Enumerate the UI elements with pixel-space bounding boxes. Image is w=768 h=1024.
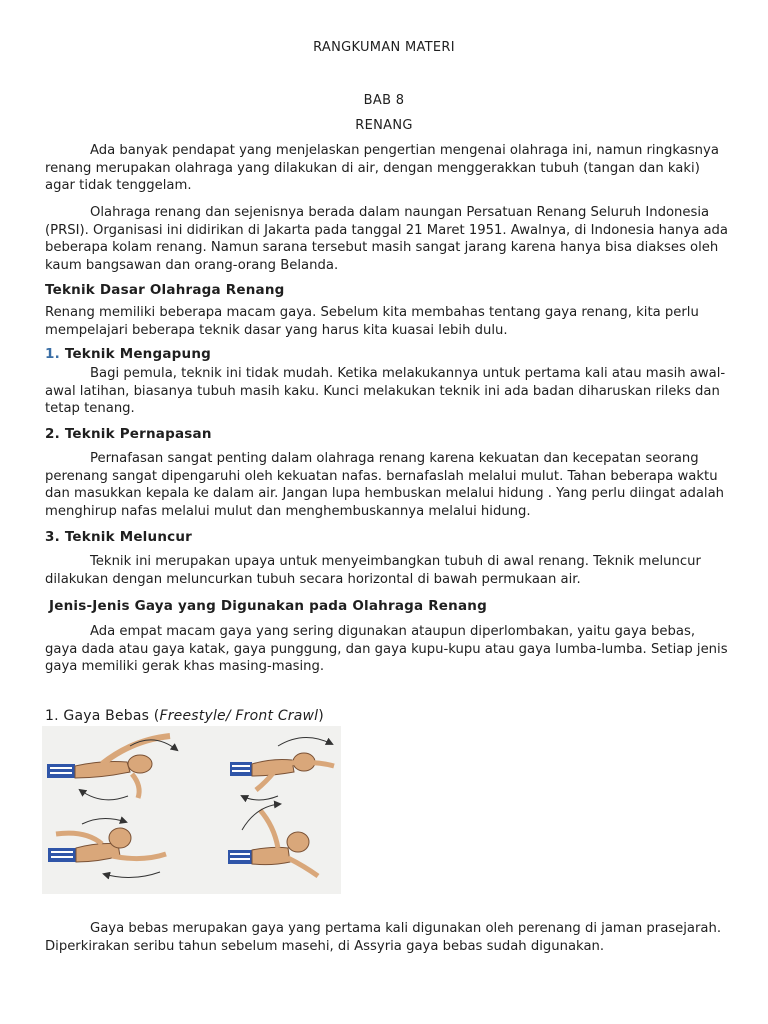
section-heading-jenis-gaya: Jenis-Jenis Gaya yang Digunakan pada Olahraga Renang <box>49 598 487 614</box>
subheading-label: Teknik Mengapung <box>64 346 212 362</box>
freestyle-swimmer-illustration <box>42 726 341 894</box>
section-paragraph-teknik-dasar: Renang memiliki beberapa macam gaya. Sebelum kita membahas tentang gaya renang, kita perlu mempelajari beberapa teknik dasar yang harus kita kuasai lebih dulu. <box>45 305 699 338</box>
subheading-teknik-mengapung <box>45 346 211 362</box>
document-header: RANGKUMAN MATERI <box>313 40 455 55</box>
intro-paragraph-1: Ada banyak pendapat yang menjelaskan pengertian mengenai olahraga ini, namun ringkasnya renang merupakan olahraga yang dilakukan di air, dengan menggerakkan tubuh (tangan dan kaki) agar tidak tenggelam. <box>45 143 719 194</box>
paragraph-gaya-bebas: Gaya bebas merupakan gaya yang pertama kali digunakan oleh perenang di jaman prasejarah. Diperkirakan seribu tahun sebelum masehi, di Assyria gaya bebas sudah digunakan. <box>45 921 722 954</box>
subheading-gaya-bebas-suffix: ) <box>318 708 324 724</box>
chapter-label: BAB 8 <box>363 93 405 108</box>
subheading-number: 1. <box>45 346 60 362</box>
paragraph-teknik-mengapung: Bagi pemula, teknik ini tidak mudah. Ketika melakukannya untuk pertama kali atau masih awal-awal latihan, biasanya tubuh masih kaku. Kunci melakukan teknik ini ada badan diharuskan rileks dan tetap tenang. <box>45 366 726 417</box>
swimmer-pose-4 <box>228 804 318 876</box>
section-paragraph-jenis-gaya: Ada empat macam gaya yang sering digunakan ataupun diperlombakan, yaitu gaya bebas, gaya dada atau gaya katak, gaya punggung, dan gaya kupu-kupu atau gaya lumba-lumba. Setiap jenis gaya memiliki gerak khas masing-masing. <box>45 624 728 675</box>
subheading-teknik-pernapasan: 2. Teknik Pernapasan <box>45 426 212 442</box>
subheading-gaya-bebas-prefix: 1. Gaya Bebas ( <box>45 708 160 724</box>
subheading-gaya-bebas <box>45 708 324 724</box>
paragraph-teknik-pernapasan: Pernafasan sangat penting dalam olahraga renang karena kekuatan dan kecepatan seorang perenang sangat dipengaruhi oleh kekuatan nafas. bernafaslah melalui mulut. Tahan beberapa waktu dan masukkan kepala ke dalam air. Jangan lupa hembuskan melalui hidung . Yang perlu diingat adalah menghirup nafas melalui mulut dan menghembuskannya melalui hidung. <box>45 451 725 519</box>
freestyle-swimmer-icon <box>42 726 341 894</box>
paragraph-teknik-meluncur: Teknik ini merupakan upaya untuk menyeimbangkan tubuh di awal renang. Teknik meluncur dilakukan dengan meluncurkan tubuh secara horizontal di bawah permukaan air. <box>45 554 701 587</box>
swimmer-pose-1 <box>47 736 177 800</box>
subheading-teknik-meluncur: 3. Teknik Meluncur <box>45 529 192 545</box>
intro-paragraph-2: Olahraga renang dan sejenisnya berada dalam naungan Persatuan Renang Seluruh Indonesia (PRSI). Organisasi ini didirikan di Jakarta pada tanggal 21 Maret 1951. Awalnya, di Indonesia hanya ada beberapa kolam renang. Namun sarana tersebut masih sangat jarang karena hanya bisa diakses oleh kaum bangsawan dan orang-orang Belanda. <box>45 205 729 273</box>
subheading-gaya-bebas-italic: Freestyle/ Front Crawl <box>159 708 319 724</box>
section-heading-teknik-dasar: Teknik Dasar Olahraga Renang <box>45 282 285 298</box>
swimmer-pose-3 <box>48 818 166 877</box>
swimmer-pose-2 <box>230 737 334 800</box>
chapter-title: RENANG <box>355 118 413 133</box>
